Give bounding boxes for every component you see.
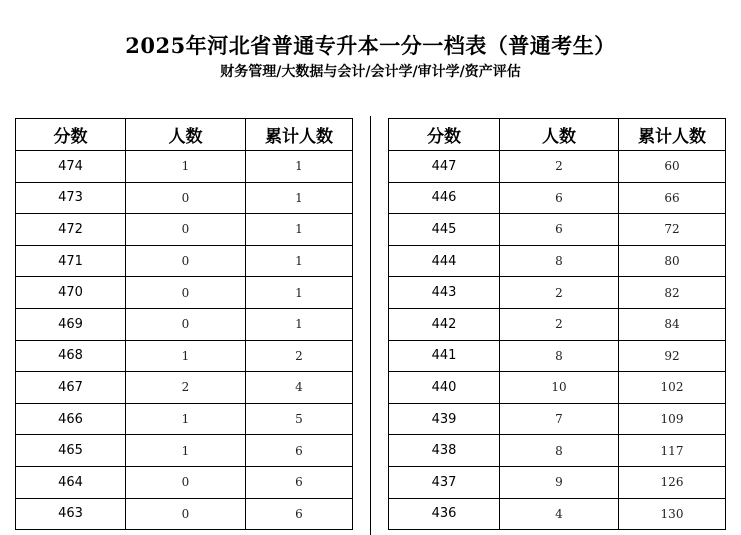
table-row (16, 151, 353, 183)
table-row (389, 498, 726, 530)
table-row (389, 277, 726, 309)
cumulative-cell: 1 (246, 151, 353, 183)
table-row (16, 277, 353, 309)
table-row (16, 182, 353, 214)
cumulative-cell: 80 (619, 245, 726, 277)
table-row (16, 214, 353, 246)
count-cell: 1 (126, 435, 246, 467)
score-cell: 465 (16, 435, 126, 467)
cumulative-cell: 66 (619, 182, 726, 214)
table-row (16, 466, 353, 498)
page-title: 2025年河北省普通专升本一分一档表（普通考生） (125, 33, 616, 58)
table-header-row (389, 119, 726, 151)
column-header: 分数 (389, 119, 500, 151)
count-cell: 1 (126, 151, 246, 183)
cumulative-cell: 1 (246, 214, 353, 246)
column-header: 人数 (500, 119, 619, 151)
count-cell: 2 (500, 308, 619, 340)
count-cell: 2 (500, 151, 619, 183)
count-cell: 2 (500, 277, 619, 309)
table-row (389, 403, 726, 435)
count-cell: 8 (500, 435, 619, 467)
table-row (389, 372, 726, 404)
count-cell: 0 (126, 308, 246, 340)
cumulative-cell: 5 (246, 403, 353, 435)
score-cell: 437 (389, 466, 500, 498)
count-cell: 0 (126, 466, 246, 498)
count-cell: 0 (126, 498, 246, 530)
count-cell: 10 (500, 372, 619, 404)
score-table-right (388, 118, 726, 530)
table-row (389, 435, 726, 467)
count-cell: 1 (126, 340, 246, 372)
score-cell: 470 (16, 277, 126, 309)
count-cell: 9 (500, 466, 619, 498)
count-cell: 0 (126, 277, 246, 309)
score-cell: 436 (389, 498, 500, 530)
column-divider (370, 116, 371, 535)
score-cell: 447 (389, 151, 500, 183)
cumulative-cell: 117 (619, 435, 726, 467)
score-cell: 474 (16, 151, 126, 183)
table-row (16, 372, 353, 404)
count-cell: 0 (126, 245, 246, 277)
table-row (16, 498, 353, 530)
score-cell: 440 (389, 372, 500, 404)
cumulative-cell: 60 (619, 151, 726, 183)
table-row (16, 245, 353, 277)
cumulative-cell: 72 (619, 214, 726, 246)
table-row (16, 308, 353, 340)
score-cell: 446 (389, 182, 500, 214)
score-cell: 438 (389, 435, 500, 467)
cumulative-cell: 102 (619, 372, 726, 404)
score-cell: 443 (389, 277, 500, 309)
table-row (389, 182, 726, 214)
count-cell: 7 (500, 403, 619, 435)
count-cell: 6 (500, 182, 619, 214)
count-cell: 2 (126, 372, 246, 404)
score-cell: 473 (16, 182, 126, 214)
page-subtitle: 财务管理/大数据与会计/会计学/审计学/资产评估 (220, 64, 521, 80)
score-cell: 464 (16, 466, 126, 498)
table-row (389, 245, 726, 277)
score-cell: 439 (389, 403, 500, 435)
cumulative-cell: 6 (246, 498, 353, 530)
table-row (389, 466, 726, 498)
table-row (16, 435, 353, 467)
table-row (389, 308, 726, 340)
table-header-row (16, 119, 353, 151)
cumulative-cell: 6 (246, 435, 353, 467)
table-row (16, 340, 353, 372)
column-header: 人数 (126, 119, 246, 151)
score-cell: 467 (16, 372, 126, 404)
cumulative-cell: 126 (619, 466, 726, 498)
table-row (16, 403, 353, 435)
cumulative-cell: 1 (246, 308, 353, 340)
score-cell: 469 (16, 308, 126, 340)
count-cell: 8 (500, 245, 619, 277)
cumulative-cell: 92 (619, 340, 726, 372)
score-cell: 463 (16, 498, 126, 530)
count-cell: 0 (126, 214, 246, 246)
count-cell: 4 (500, 498, 619, 530)
cumulative-cell: 2 (246, 340, 353, 372)
cumulative-cell: 6 (246, 466, 353, 498)
score-cell: 472 (16, 214, 126, 246)
score-cell: 468 (16, 340, 126, 372)
cumulative-cell: 130 (619, 498, 726, 530)
score-cell: 466 (16, 403, 126, 435)
count-cell: 6 (500, 214, 619, 246)
table-row (389, 340, 726, 372)
column-header: 累计人数 (619, 119, 726, 151)
cumulative-cell: 1 (246, 277, 353, 309)
cumulative-cell: 84 (619, 308, 726, 340)
count-cell: 1 (126, 403, 246, 435)
table-row (389, 151, 726, 183)
score-cell: 445 (389, 214, 500, 246)
column-header: 累计人数 (246, 119, 353, 151)
cumulative-cell: 4 (246, 372, 353, 404)
count-cell: 0 (126, 182, 246, 214)
cumulative-cell: 1 (246, 182, 353, 214)
cumulative-cell: 1 (246, 245, 353, 277)
score-cell: 442 (389, 308, 500, 340)
cumulative-cell: 82 (619, 277, 726, 309)
score-cell: 441 (389, 340, 500, 372)
column-header: 分数 (16, 119, 126, 151)
score-cell: 471 (16, 245, 126, 277)
score-table-left (15, 118, 353, 530)
score-cell: 444 (389, 245, 500, 277)
cumulative-cell: 109 (619, 403, 726, 435)
table-row (389, 214, 726, 246)
count-cell: 8 (500, 340, 619, 372)
